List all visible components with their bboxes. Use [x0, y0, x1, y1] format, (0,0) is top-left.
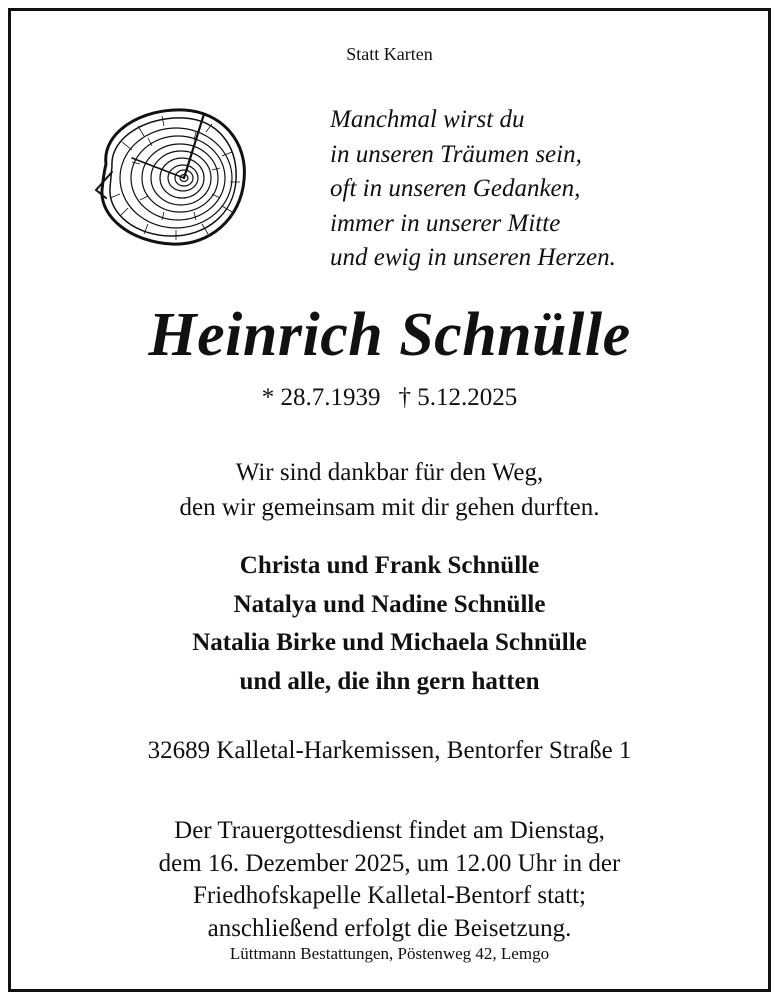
gratitude-line: Wir sind dankbar für den Weg, [235, 459, 544, 486]
birth-date: * 28.7.1939 [261, 384, 381, 411]
life-dates [0, 384, 779, 412]
poem [330, 103, 616, 276]
family-member: Natalya und Nadine Schnülle [233, 590, 546, 618]
service-info [0, 815, 779, 945]
poem-line: immer in unserer Mitte [330, 209, 561, 237]
header-text: Statt Karten [346, 44, 433, 64]
service-line: anschließend erfolgt die Beisetzung. [207, 914, 572, 942]
poem-line: Manchmal wirst du [330, 106, 525, 133]
poem-line: oft in unseren Gedanken, [330, 175, 581, 202]
gratitude-text [0, 455, 779, 525]
service-line: dem 16. Dezember 2025, um 12.00 Uhr in der [158, 849, 621, 877]
address: 32689 Kalletal-Harkemissen, Bentorfer Straße 1 [147, 737, 632, 764]
tree-ring-icon [92, 102, 252, 252]
poem-line: in unseren Träumen sein, [330, 140, 582, 168]
service-line: Der Trauergottesdienst findet am Dienstag, [174, 817, 605, 844]
service-line: Friedhofskapelle Kalletal-Bentorf statt; [193, 882, 586, 909]
death-date: † 5.12.2025 [398, 384, 518, 411]
family-list [0, 547, 779, 701]
deceased-name: Heinrich Schnülle [148, 301, 631, 369]
funeral-home: Lüttmann Bestattungen, Pöstenweg 42, Lemgo [229, 944, 550, 963]
poem-line: und ewig in unseren Herzen. [330, 244, 616, 271]
family-member: Natalia Birke und Michaela Schnülle [192, 629, 587, 656]
family-member: und alle, die ihn gern hatten [239, 667, 540, 695]
family-member: Christa und Frank Schnülle [239, 552, 540, 579]
gratitude-line: den wir gemeinsam mit dir gehen durften. [179, 494, 600, 521]
